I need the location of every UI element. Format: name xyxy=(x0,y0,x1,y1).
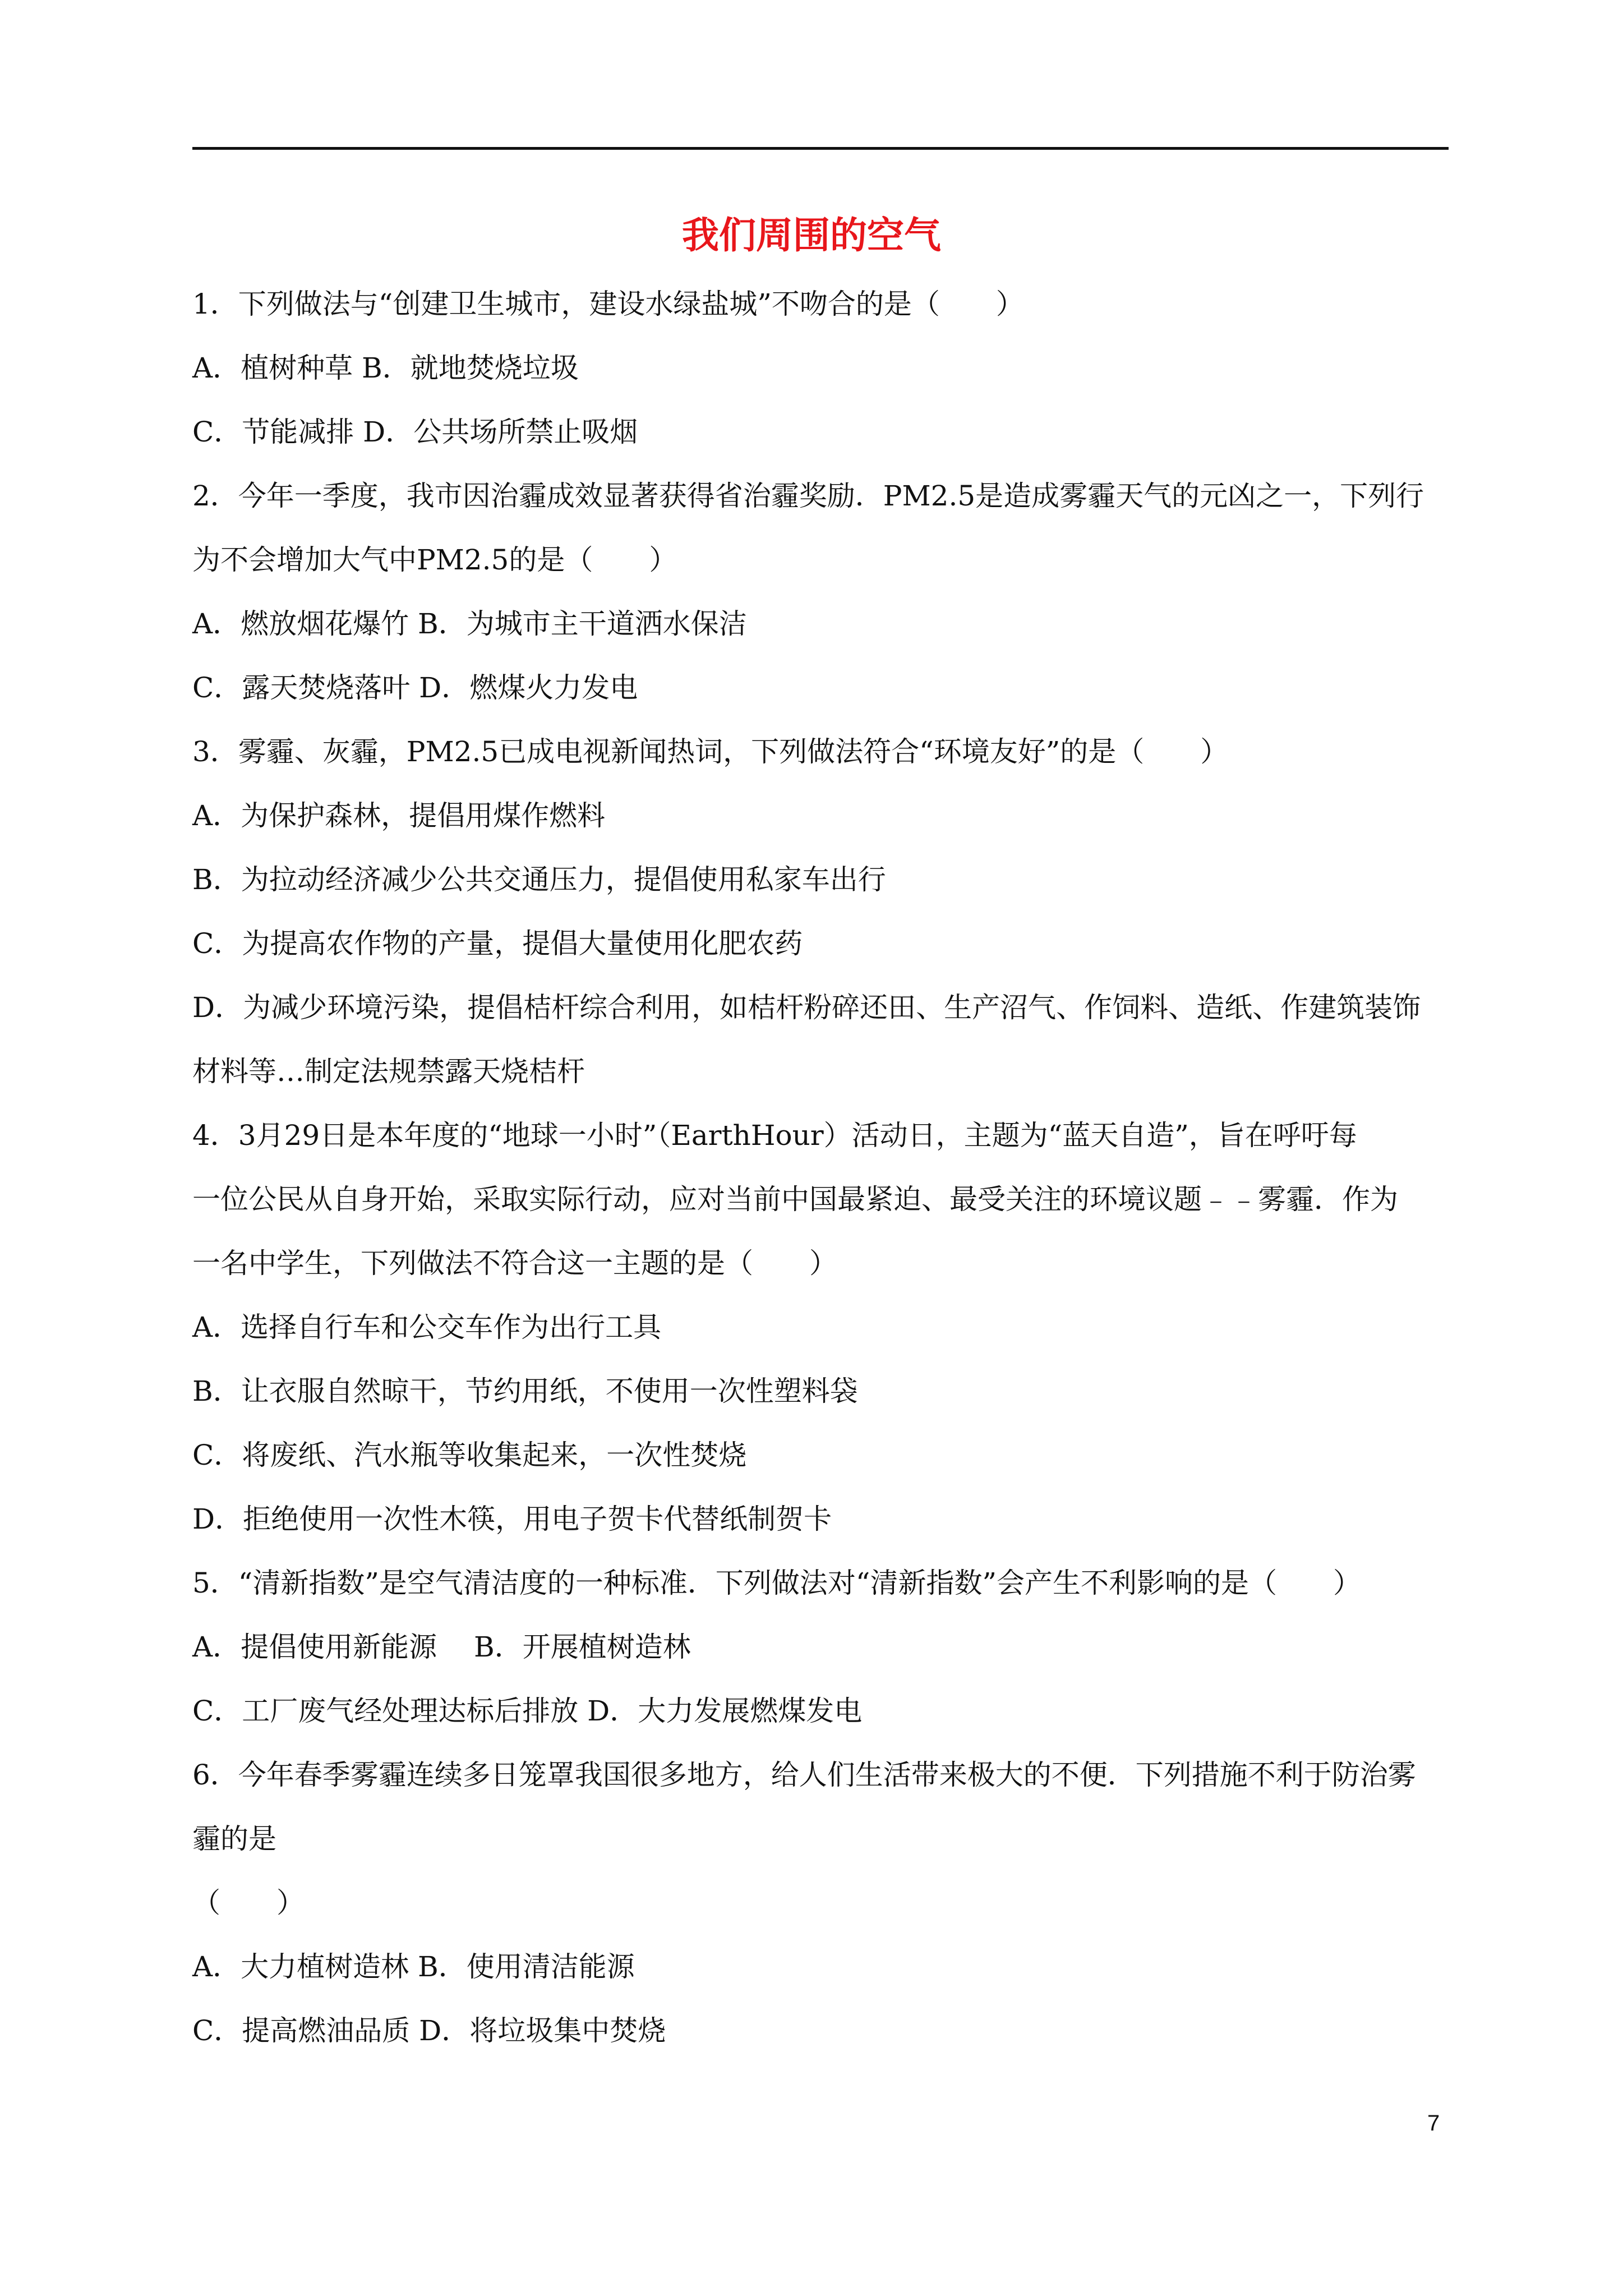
question-4-stem-line-3: 一名中学生，下列做法不符合这一主题的是（ ） xyxy=(192,1247,837,1280)
question-4-stem-line-2: 一位公民从自身开始，采取实际行动，应对当前中国最紧迫、最受关注的环境议题﹣﹣雾霾．作为 xyxy=(192,1183,1398,1216)
question-3-option-a: A．为保护森林，提倡用煤作燃料 xyxy=(192,799,606,832)
question-5-options-line-1: A．提倡使用新能源 B．开展植树造林 xyxy=(192,1631,691,1663)
question-4-stem-line-1: 4．3月29日是本年度的“地球一小时”（EarthHour）活动日，主题为“蓝天自造”，旨在呼吁每 xyxy=(192,1119,1357,1152)
question-4-option-c: C．将废纸、汽水瓶等收集起来，一次性焚烧 xyxy=(192,1439,747,1471)
question-5-stem-line-1: 5．“清新指数”是空气清洁度的一种标准．下列做法对“清新指数”会产生不利影响的是（ ） xyxy=(192,1567,1362,1599)
question-6-options-line-2: C．提高燃油品质 D．将垃圾集中焚烧 xyxy=(192,2014,666,2047)
header-rule xyxy=(192,147,1449,150)
document-title: 我们周围的空气 xyxy=(682,214,941,257)
question-1-options-line-2: C．节能减排 D．公共场所禁止吸烟 xyxy=(192,416,638,448)
question-4-option-a: A．选择自行车和公交车作为出行工具 xyxy=(192,1311,662,1343)
question-4-option-b: B．让衣服自然晾干，节约用纸，不使用一次性塑料袋 xyxy=(192,1375,858,1407)
question-3-option-d-line-1: D．为减少环境污染，提倡桔杆综合利用，如桔杆粉碎还田、生产沼气、作饲料、造纸、作建筑装饰 xyxy=(192,991,1421,1024)
question-2-options-line-1: A．燃放烟花爆竹 B．为城市主干道洒水保洁 xyxy=(192,608,747,640)
question-2-stem-line-2: 为不会增加大气中PM2.5的是（ ） xyxy=(192,544,677,576)
question-3-option-b: B．为拉动经济减少公共交通压力，提倡使用私家车出行 xyxy=(192,863,886,896)
question-3-option-d-line-2: 材料等…制定法规禁露天烧桔杆 xyxy=(192,1055,585,1088)
question-2-options-line-2: C．露天焚烧落叶 D．燃煤火力发电 xyxy=(192,671,638,704)
question-3-stem-line-1: 3．雾霾、灰霾，PM2.5已成电视新闻热词，下列做法符合“环境友好”的是（ ） xyxy=(192,735,1229,768)
question-6-options-line-1: A．大力植树造林 B．使用清洁能源 xyxy=(192,1950,635,1983)
question-4-option-d: D．拒绝使用一次性木筷，用电子贺卡代替纸制贺卡 xyxy=(192,1503,832,1535)
question-3-option-c: C．为提高农作物的产量，提倡大量使用化肥农药 xyxy=(192,927,803,960)
page-number: 7 xyxy=(1427,2111,1440,2136)
question-6-stem-line-1: 6．今年春季雾霾连续多日笼罩我国很多地方，给人们生活带来极大的不便．下列措施不利于防治雾 xyxy=(192,1759,1416,1791)
question-1-stem-line-1: 1．下列做法与“创建卫生城市，建设水绿盐城”不吻合的是（ ） xyxy=(192,288,1024,320)
question-6-stem-line-2: 霾的是 xyxy=(192,1823,276,1855)
question-6-answer-blank: （ ） xyxy=(192,1887,305,1919)
question-5-options-line-2: C．工厂废气经处理达标后排放 D．大力发展燃煤发电 xyxy=(192,1695,863,1727)
question-1-options-line-1: A．植树种草 B．就地焚烧垃圾 xyxy=(192,352,579,384)
question-2-stem-line-1: 2．今年一季度，我市因治霾成效显著获得省治霾奖励．PM2.5是造成雾霾天气的元凶之一，下列行 xyxy=(192,480,1424,512)
